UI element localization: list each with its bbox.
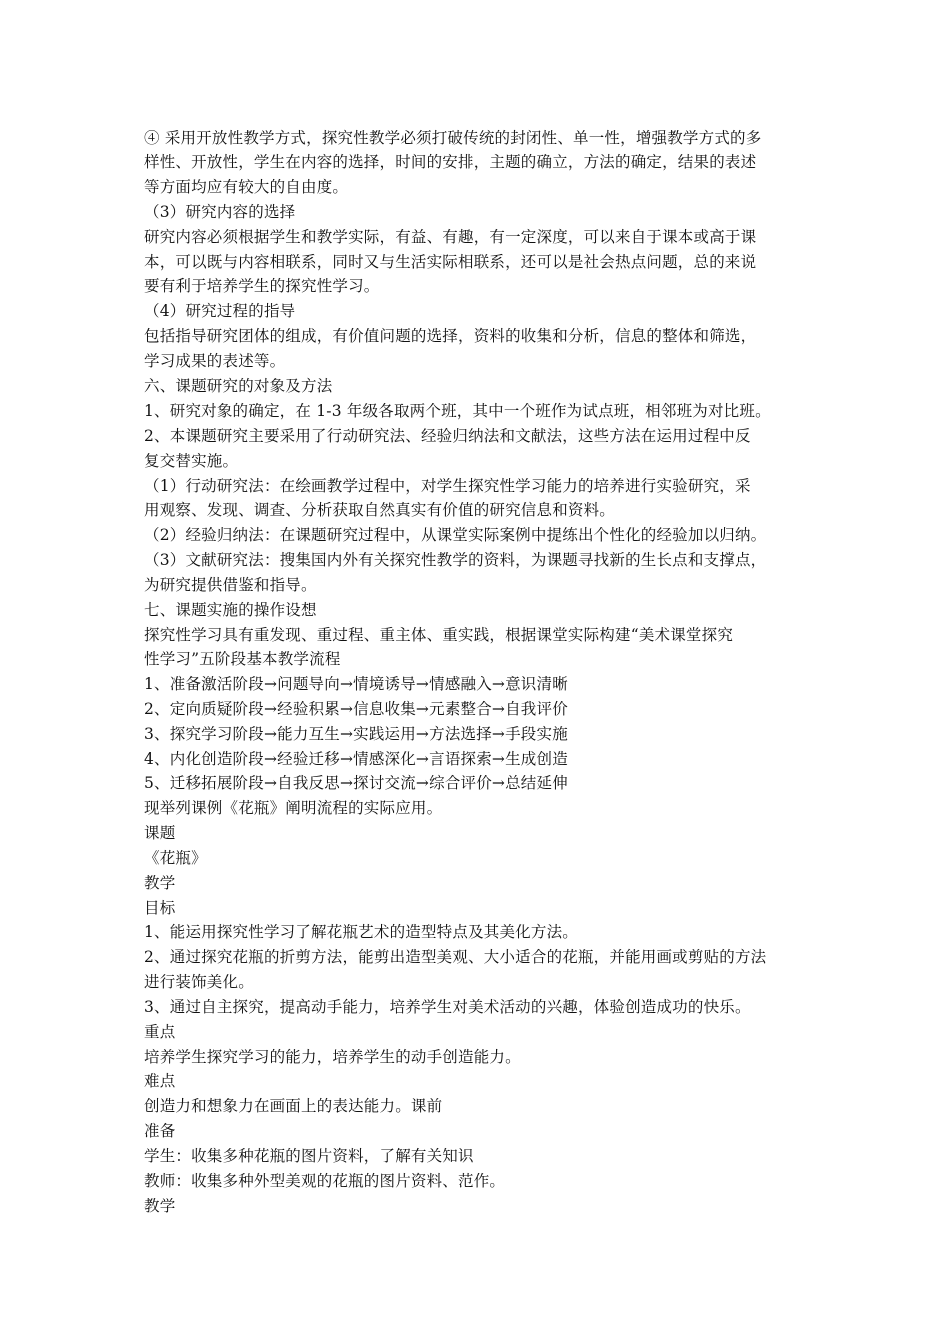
text-line: 培养学生探究学习的能力，培养学生的动手创造能力。 [144, 1048, 521, 1066]
text-line: 用观察、发现、调查、分析获取自然真实有价值的研究信息和资料。 [144, 501, 616, 519]
text-line: 2、通过探究花瓶的折剪方法，能剪出造型美观、大小适合的花瓶，并能用画或剪贴的方法 [144, 948, 767, 966]
text-line: 1、研究对象的确定，在 1-3 年级各取两个班，其中一个班作为试点班，相邻班为对比班。 [144, 402, 771, 420]
section-subheading: （4）研究过程的指导 [144, 302, 296, 320]
text-line: 性学习”五阶段基本教学流程 [144, 650, 341, 668]
text-line: （3）文献研究法：搜集国内外有关探究性教学的资料，为课题寻找新的生长点和支撑点， [144, 551, 767, 569]
text-line: 包括指导研究团体的组成，有价值问题的选择，资料的收集和分析，信息的整体和筛选， [144, 327, 757, 345]
text-line: 难点 [144, 1072, 176, 1090]
text-line: （2）经验归纳法：在课题研究过程中，从课堂实际案例中提练出个性化的经验加以归纳。 [144, 526, 767, 544]
text-line: 2、本课题研究主要采用了行动研究法、经验归纳法和文献法，这些方法在运用过程中反 [144, 427, 751, 445]
flow-step: 4、内化创造阶段→经验迁移→情感深化→言语探索→生成创造 [144, 750, 568, 768]
flow-step: 2、定向质疑阶段→经验积累→信息收集→元素整合→自我评价 [144, 700, 568, 718]
text-line: 《花瓶》 [144, 849, 207, 867]
text-line: 复交替实施。 [144, 452, 239, 470]
text-line: ④ 采用开放性教学方式，探究性教学必须打破传统的封闭性、单一性，增强教学方式的多 [144, 129, 762, 147]
section-heading: 六、课题研究的对象及方法 [144, 377, 333, 395]
text-line: 目标 [144, 899, 176, 917]
text-line: 创造力和想象力在画面上的表达能力。课前 [144, 1097, 443, 1115]
text-line: 3、通过自主探究，提高动手能力，培养学生对美术活动的兴趣，体验创造成功的快乐。 [144, 998, 751, 1016]
text-line: 教师：收集多种外型美观的花瓶的图片资料、范作。 [144, 1172, 506, 1190]
text-line: 教学 [144, 874, 176, 892]
text-line: 现举列课例《花瓶》阐明流程的实际应用。 [144, 799, 443, 817]
text-line: 本，可以既与内容相联系，同时又与生活实际相联系，还可以是社会热点问题，总的来说 [144, 253, 757, 271]
text-line: 重点 [144, 1023, 176, 1041]
text-line: 课题 [144, 824, 176, 842]
flow-step: 5、迁移拓展阶段→自我反思→探讨交流→综合评价→总结延伸 [144, 774, 568, 792]
text-line: 1、能运用探究性学习了解花瓶艺术的造型特点及其美化方法。 [144, 923, 578, 941]
text-line: （1）行动研究法：在绘画教学过程中，对学生探究性学习能力的培养进行实验研究，采 [144, 477, 751, 495]
text-line: 学生：收集多种花瓶的图片资料，了解有关知识 [144, 1147, 474, 1165]
section-heading: 七、课题实施的操作设想 [144, 601, 317, 619]
text-line: 样性、开放性，学生在内容的选择，时间的安排，主题的确立，方法的确定，结果的表述 [144, 153, 757, 171]
text-line: 为研究提供借鉴和指导。 [144, 576, 317, 594]
flow-step: 3、探究学习阶段→能力互生→实践运用→方法选择→手段实施 [144, 725, 568, 743]
text-line: 学习成果的表述等。 [144, 352, 286, 370]
section-subheading: （3）研究内容的选择 [144, 203, 296, 221]
text-line: 教学 [144, 1197, 176, 1215]
text-line: 探究性学习具有重发现、重过程、重主体、重实践，根据课堂实际构建“美术课堂探究 [144, 626, 734, 644]
text-line: 准备 [144, 1122, 176, 1140]
flow-step: 1、准备激活阶段→问题导向→情境诱导→情感融入→意识清晰 [144, 675, 568, 693]
text-line: 要有利于培养学生的探究性学习。 [144, 277, 380, 295]
text-line: 进行装饰美化。 [144, 973, 254, 991]
text-line: 等方面均应有较大的自由度。 [144, 178, 349, 196]
text-line: 研究内容必须根据学生和教学实际，有益、有趣，有一定深度，可以来自于课本或高于课 [144, 228, 757, 246]
